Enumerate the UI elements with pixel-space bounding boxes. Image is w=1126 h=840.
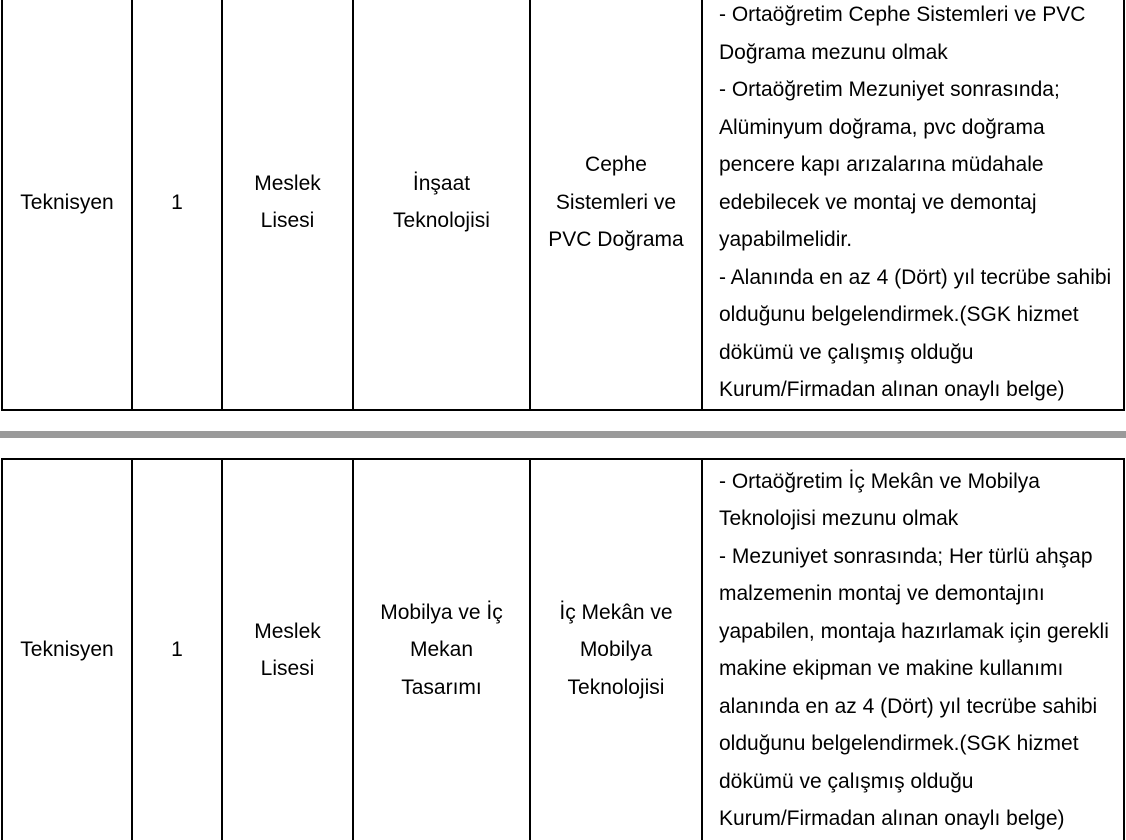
requirement-line: alanında en az 4 (Dört) yıl tecrübe sahibi	[719, 694, 1098, 718]
field-line: İç Mekân ve	[559, 600, 673, 624]
title-cell	[2, 459, 132, 840]
requirement-line: - Alanında en az 4 (Dört) yıl tecrübe sahibi	[719, 265, 1112, 289]
requirement-line: Teknolojisi mezunu olmak	[719, 507, 959, 530]
job-table-2	[1, 458, 1125, 840]
requirement-line: edebilecek ve montaj ve demontaj	[719, 190, 1037, 214]
requirement-line: - Mezuniyet sonrasında; Her türlü ahşap	[719, 544, 1093, 568]
job-table-1	[1, 0, 1125, 411]
requirement-line: pencere kapı arızalarına müdahale	[719, 153, 1044, 176]
table-row	[2, 0, 1124, 410]
requirement-line: yapabilmelidir.	[719, 228, 853, 251]
requirement-line: dökümü ve çalışmış olduğu	[719, 340, 974, 364]
table-row	[2, 459, 1124, 840]
education-line: Lisesi	[260, 657, 315, 680]
title-text: Teknisyen	[20, 190, 114, 214]
field-line: PVC Doğrama	[548, 228, 684, 251]
requirement-line: Kurum/Firmadan alınan onaylı belge)	[719, 378, 1065, 401]
education-cell	[222, 459, 353, 840]
department-line: Mobilya ve İç	[380, 600, 503, 624]
title-cell	[2, 0, 132, 410]
requirement-line: olduğunu belgelendirmek.(SGK hizmet	[719, 303, 1079, 326]
requirements-cell	[702, 459, 1124, 840]
requirement-line: - Ortaöğretim İç Mekân ve Mobilya	[719, 469, 1040, 493]
requirement-line: - Ortaöğretim Cephe Sistemleri ve PVC	[719, 3, 1086, 26]
requirement-line: yapabilen, montaja hazırlamak için gerekli	[719, 619, 1109, 643]
education-line: Meslek	[254, 171, 321, 195]
count-text: 1	[171, 190, 183, 214]
department-line: Tasarımı	[401, 675, 482, 699]
field-cell	[530, 459, 702, 840]
requirement-line: malzemenin montaj ve demontajını	[719, 582, 1045, 605]
field-cell	[530, 0, 702, 410]
department-line: Mekan	[409, 638, 474, 662]
requirement-line: - Ortaöğretim Mezuniyet sonrasında;	[719, 78, 1060, 101]
field-line: Teknolojisi	[567, 675, 665, 699]
requirements-cell	[702, 0, 1124, 410]
field-line: Mobilya	[579, 638, 653, 662]
count-cell	[132, 459, 222, 840]
department-line: Teknolojisi	[393, 209, 490, 233]
requirement-line: Doğrama mezunu olmak	[719, 40, 948, 64]
requirement-line: Kurum/Firmadan alınan onaylı belge)	[719, 807, 1065, 830]
requirement-line: makine ekipman ve makine kullanımı	[719, 657, 1064, 680]
department-line: İnşaat	[412, 171, 471, 195]
department-cell	[353, 0, 530, 410]
requirement-line: Alüminyum doğrama, pvc doğrama	[719, 115, 1045, 139]
page-separator	[0, 431, 1126, 438]
department-cell	[353, 459, 530, 840]
requirement-line: dökümü ve çalışmış olduğu	[719, 769, 974, 793]
education-line: Lisesi	[260, 209, 315, 233]
education-line: Meslek	[254, 619, 321, 643]
title-text: Teknisyen	[20, 638, 114, 662]
count-cell	[132, 0, 222, 410]
count-text: 1	[171, 638, 183, 662]
education-cell	[222, 0, 353, 410]
field-line: Cephe	[585, 153, 647, 176]
field-line: Sistemleri ve	[555, 190, 677, 214]
requirement-line: olduğunu belgelendirmek.(SGK hizmet	[719, 732, 1079, 755]
